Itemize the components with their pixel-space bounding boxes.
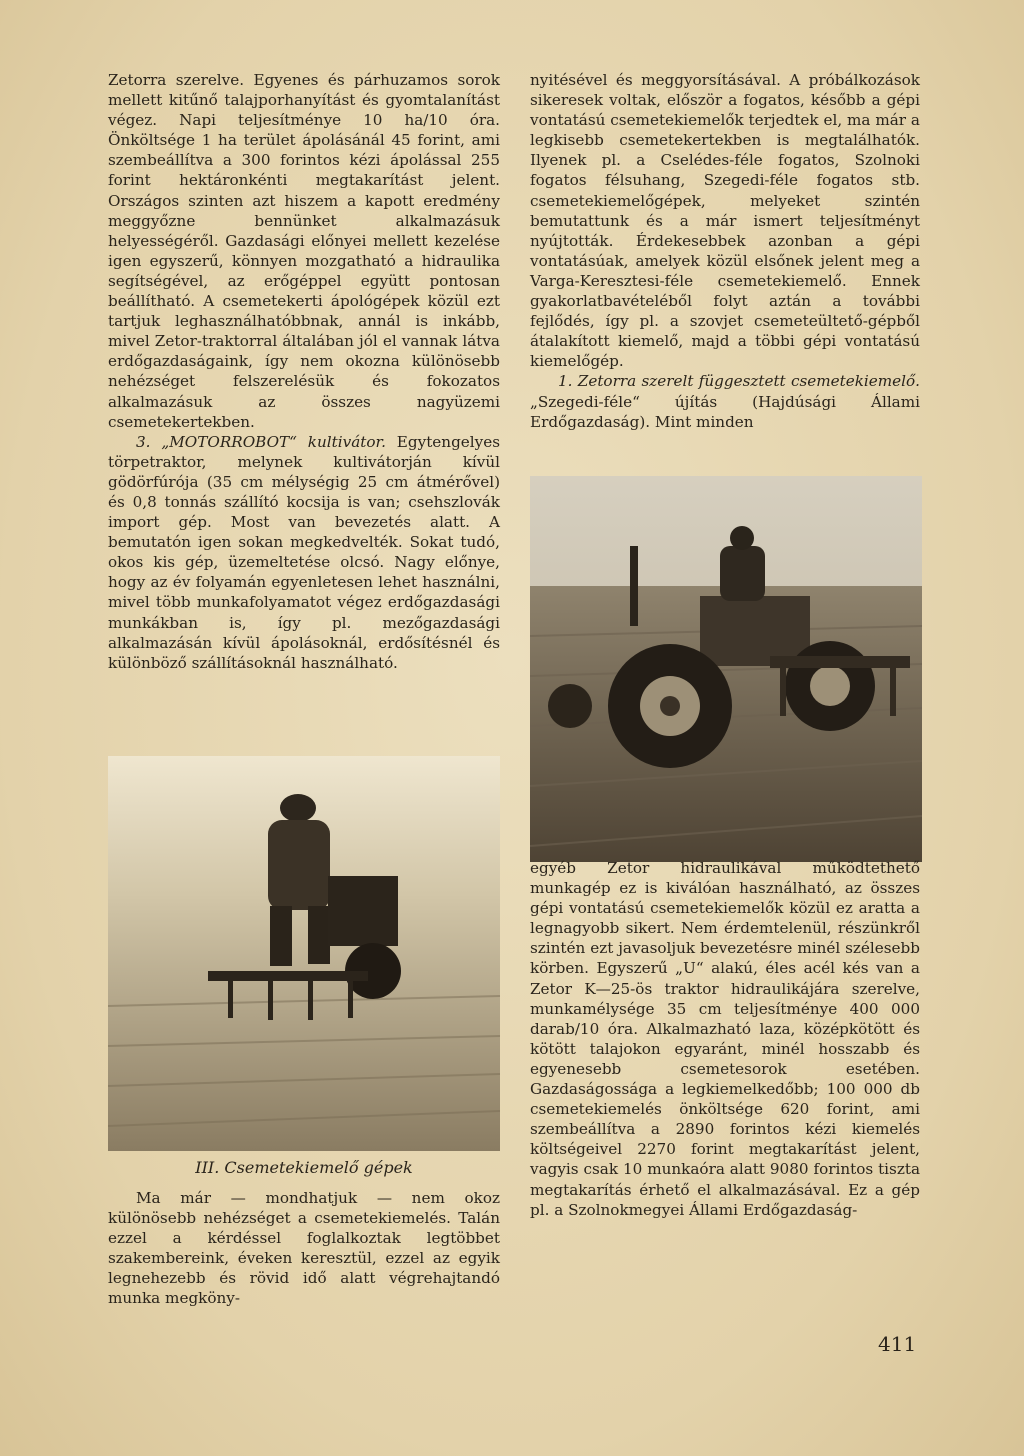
text-column-right-top	[530, 70, 920, 432]
section-title-motorrobot: 3. „MOTORROBOT“ kultivátor.	[136, 432, 386, 451]
photo-motorrobot-illustration	[108, 756, 500, 1151]
text-column-left-top	[108, 70, 500, 673]
text-column-left-bottom	[108, 1188, 500, 1309]
paragraph-trials: nyitésével és meggyorsításával. A próbálkozások sikeresek voltak, először a fogatos, később a gépi vontatású csemetekiemelők terjedtek el, ma már a legkisebb csemetekertekben is megtalálhatók. Ilyenek pl. a Cselédes-féle fogatos, Szolnoki fogatos félsuhang, Szegedi-féle fogatos stb. csemetekiemelőgépek, melyeket szintén bemutattunk és a már ismert teljesítményt nyújtották. Érdekesebbek azonban a gépi vontatásúak, amelyek közül elsőnek jelent meg a Varga-Keresztesi-féle csemetekiemelő. Ennek gyakorlatbavételéből folyt aztán a további fejlődés, így pl. a szovjet csemeteültető-gépből átalakított kiemelő, majd a többi gépi vontatású kiemelőgép.	[530, 71, 920, 371]
paragraph-zetor-lifter	[530, 371, 920, 431]
photo-tractor-with-lifter	[530, 476, 922, 862]
paragraph-lifting-intro: Ma már — mondhatjuk — nem okoz különösebb nehézséget a csemetekiemelés. Talán ezzel a kérdéssel foglalkoztak legtöbbet szakembereink, éveken keresztül, ezzel az egyik legnehezebb és rövid idő alatt végrehajtandó munka megköny-	[108, 1189, 500, 1308]
photo-tractor-illustration	[530, 476, 922, 862]
section-heading-lifters: III. Csemetekiemelő gépek	[195, 1158, 413, 1177]
text-column-right-bottom	[530, 858, 920, 1220]
paragraph-zetor-lifter-cont: egyéb Zetor hidraulikával működtethető munkagép ez is kiválóan használható, az összes gépi vontatású csemetekiemelők közül ez aratta a legnagyobb sikert. Nem érdemtelenül, részünkről szintén ezt javasoljuk bevezetésre minél szélesebb körben. Egyszerű „U“ alakú, éles acél kés van a Zetor K—25-ös traktor hidraulikájára szerelve, munkamélysége 35 cm teljesítménye 400 000 darab/10 óra. Alkalmazható laza, középkötött és kötött talajokon egyaránt, minél hosszabb és egyenesebb csemetesorok esetében. Gazdaságossága a legkiemelkedőbb; 100 000 db csemetekiemelés önköltsége 620 forint, ami szembeállítva a 2890 forintos kézi kiemelés költségeivel 2270 forint megtakarítást jelent, vagyis csak 10 munkaóra alatt 9080 forintos tiszta megtakarítás érhető el alkalmazásával. Ez a gép pl. a Szolnokmegyei Állami Erdőgazdaság-	[530, 859, 920, 1219]
paragraph-zetor-lifter-text: „Szegedi-féle“ újítás (Hajdúsági Állami Erdőgazdaság). Mint minden	[530, 392, 920, 431]
page-number: 411	[878, 1332, 917, 1356]
photo-motorrobot-cultivator	[108, 756, 500, 1151]
paragraph-motorrobot-text: Egytengelyes törpetraktor, melynek kultivátorján kívül gödörfúrója (35 cm mélységig 25 cm átmérővel) és 0,8 tonnás szállító kocsija is van; csehszlovák import gép. Most van bevezetés alatt. A bemutatón igen sokan megkedvelték. Sokat tudó, okos kis gép, üzemeltetése olcsó. Nagy előnye, hogy az év folyamán egyenletesen lehet használni, mivel több munkafolyamatot végez erdőgazdasági munkákban is, így pl. mezőgazdasági alkalmazásán kívül ápolásoknál, erdősítésnél és különböző szállításoknál használható.	[108, 432, 500, 672]
section-title-zetor-lifter: 1. Zetorra szerelt függesztett csemetekiemelő.	[558, 372, 920, 391]
paragraph-zetor-cultivator: Zetorra szerelve. Egyenes és párhuzamos sorok mellett kitűnő talajporhanyítást és gyomtalanítást végez. Napi teljesítménye 10 ha/10 óra. Önköltsége 1 ha terület ápolásánál 45 forint, ami szembeállítva a 300 forintos kézi ápolással 255 forint hektáronkénti megtakarítást jelent. Országos szinten azt hiszem a kapott eredmény meggyőzne bennünket alkalmazásuk helyességéről. Gazdasági előnyei mellett kezelése igen egyszerű, könnyen mozgatható a hidraulika segítségével, az erőgéppel együtt pontosan beállítható. A csemetekerti ápológépek közül ezt tartjuk leghasználhatóbbnak, annál is inkább, mivel Zetor-traktorral általában jól el vannak látva erdőgazdaságaink, így nem okozna különösebb nehézséget felszerelésük és fokozatos alkalmazásuk az összes nagyüzemi csemetekertekben.	[108, 71, 500, 431]
paragraph-motorrobot	[108, 432, 500, 673]
